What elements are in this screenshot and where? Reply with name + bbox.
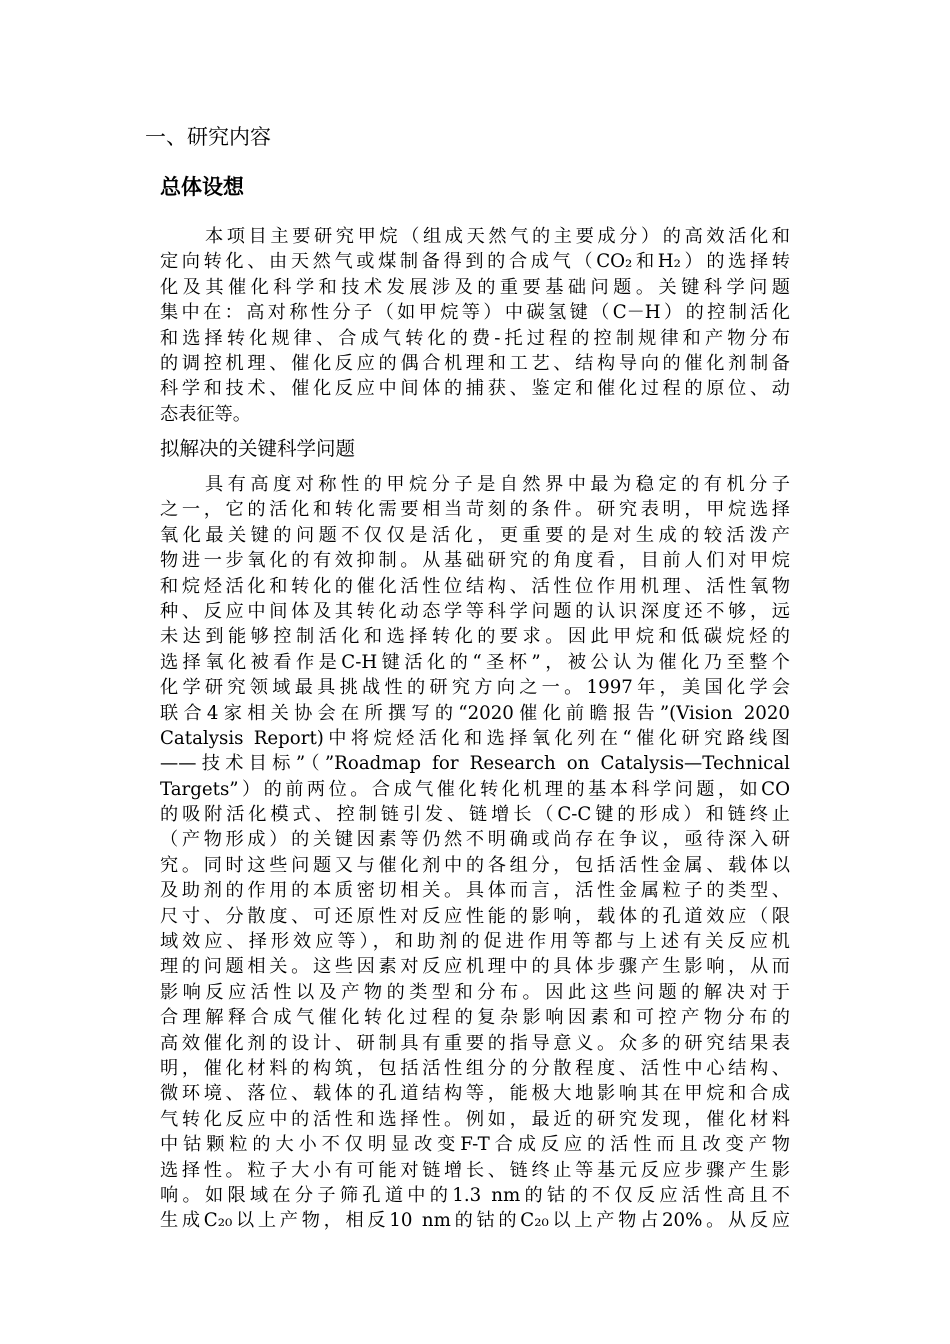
text-line: 未达到能够控制活化和选择转化的要求。因此甲烷和低碳烷烃的 — [160, 626, 790, 648]
text-line: Catalysis Report)中将烷烃活化和选择氧化列在“催化研究路线图 — [160, 727, 790, 749]
text-line: 气转化反应中的活性和选择性。例如，最近的研究发现，催化材料 — [160, 1108, 790, 1130]
text-line: 联合4家相关协会在所撰写的“2020催化前瞻报告”(Vision 2020 — [160, 702, 790, 724]
overall-concept-paragraph — [160, 224, 790, 427]
text-line: 生成C₂₀以上产物，相反10 nm的钴的C₂₀以上产物占20%。从反应 — [160, 1210, 790, 1232]
text-line: 种、反应中间体及其转化动态学等科学问题的认识深度还不够，远 — [160, 600, 790, 622]
section-heading: 一、研究内容 — [145, 125, 271, 149]
text-line: 定向转化、由天然气或煤制备得到的合成气（CO₂和H₂）的选择转 — [160, 251, 790, 273]
text-line: 微环境、落位、载体的孔道结构等，能极大地影响其在甲烷和合成 — [160, 1083, 790, 1105]
text-line: 态表征等。 — [160, 403, 251, 425]
text-line: 明，催化材料的构筑，包括活性组分的分散程度、活性中心结构、 — [160, 1057, 790, 1079]
text-line: 化学研究领域最具挑战性的研究方向之一。1997年，美国化学会 — [160, 677, 790, 699]
text-line: 和烷烃活化和转化的催化活性位结构、活性位作用机理、活性氧物 — [160, 575, 790, 597]
text-line: 之一，它的活化和转化需要相当苛刻的条件。研究表明，甲烷选择 — [160, 499, 790, 521]
text-line: 物进一步氧化的有效抑制。从基础研究的角度看，目前人们对甲烷 — [160, 550, 790, 572]
text-line: 和选择转化规律、合成气转化的费-托过程的控制规律和产物分布 — [160, 327, 790, 349]
text-line: 域效应、择形效应等），和助剂的促进作用等都与上述有关反应机 — [160, 931, 790, 953]
text-line: 中钴颗粒的大小不仅明显改变F-T合成反应的活性而且改变产物 — [160, 1134, 790, 1156]
text-line: 的吸附活化模式、控制链引发、链增长（C-C键的形成）和链终止 — [160, 804, 790, 826]
text-line: 科学和技术、催化反应中间体的捕获、鉴定和催化过程的原位、动 — [160, 378, 790, 400]
text-line: 选择性。粒子大小有可能对链增长、链终止等基元反应步骤产生影 — [160, 1159, 790, 1181]
overall-concept-heading: 总体设想 — [160, 175, 244, 199]
text-line: 及助剂的作用的本质密切相关。具体而言，活性金属粒子的类型、 — [160, 880, 790, 902]
text-line: （产物形成）的关键因素等仍然不明确或尚存在争议，亟待深入研 — [160, 829, 790, 851]
text-line: 化及其催化科学和技术发展涉及的重要基础问题。关键科学问题 — [160, 276, 790, 298]
text-line: 合理解释合成气催化转化过程的复杂影响因素和可控产物分布的 — [160, 1007, 790, 1029]
text-line: 究。同时这些问题又与催化剂中的各组分，包括活性金属、载体以 — [160, 854, 790, 876]
text-line: 集中在：高对称性分子（如甲烷等）中碳氢键（C－H）的控制活化 — [160, 302, 790, 324]
text-line: 尺寸、分散度、可还原性对反应性能的影响，载体的孔道效应（限 — [160, 905, 790, 927]
text-line: 高效催化剂的设计、研制具有重要的指导意义。众多的研究结果表 — [160, 1032, 790, 1054]
text-line: 本项目主要研究甲烷（组成天然气的主要成分）的高效活化和 — [205, 226, 790, 247]
text-line: 的调控机理、催化反应的偶合机理和工艺、结构导向的催化剂制备 — [160, 352, 790, 374]
text-line: 氧化最关键的问题不仅仅是活化，更重要的是对生成的较活泼产 — [160, 524, 790, 546]
text-line: 理的问题相关。这些因素对反应机理中的具体步骤产生影响，从而 — [160, 956, 790, 978]
key-problems-paragraph — [160, 472, 790, 1234]
text-line: 具有高度对称性的甲烷分子是自然界中最为稳定的有机分子 — [205, 474, 790, 495]
text-line: 响。如限域在分子筛孔道中的1.3 nm的钴的不仅反应活性高且不 — [160, 1184, 790, 1206]
key-problems-heading: 拟解决的关键科学问题 — [160, 437, 356, 460]
text-line: 选择氧化被看作是C-H键活化的“圣杯”，被公认为催化乃至整个 — [160, 651, 790, 673]
text-line: ——技术目标”（”Roadmap for Research on Catalysis—Technical — [160, 753, 790, 775]
text-line: Targets”）的前两位。合成气催化转化机理的基本科学问题，如CO — [160, 778, 790, 800]
text-line: 影响反应活性以及产物的类型和分布。因此这些问题的解决对于 — [160, 981, 790, 1003]
